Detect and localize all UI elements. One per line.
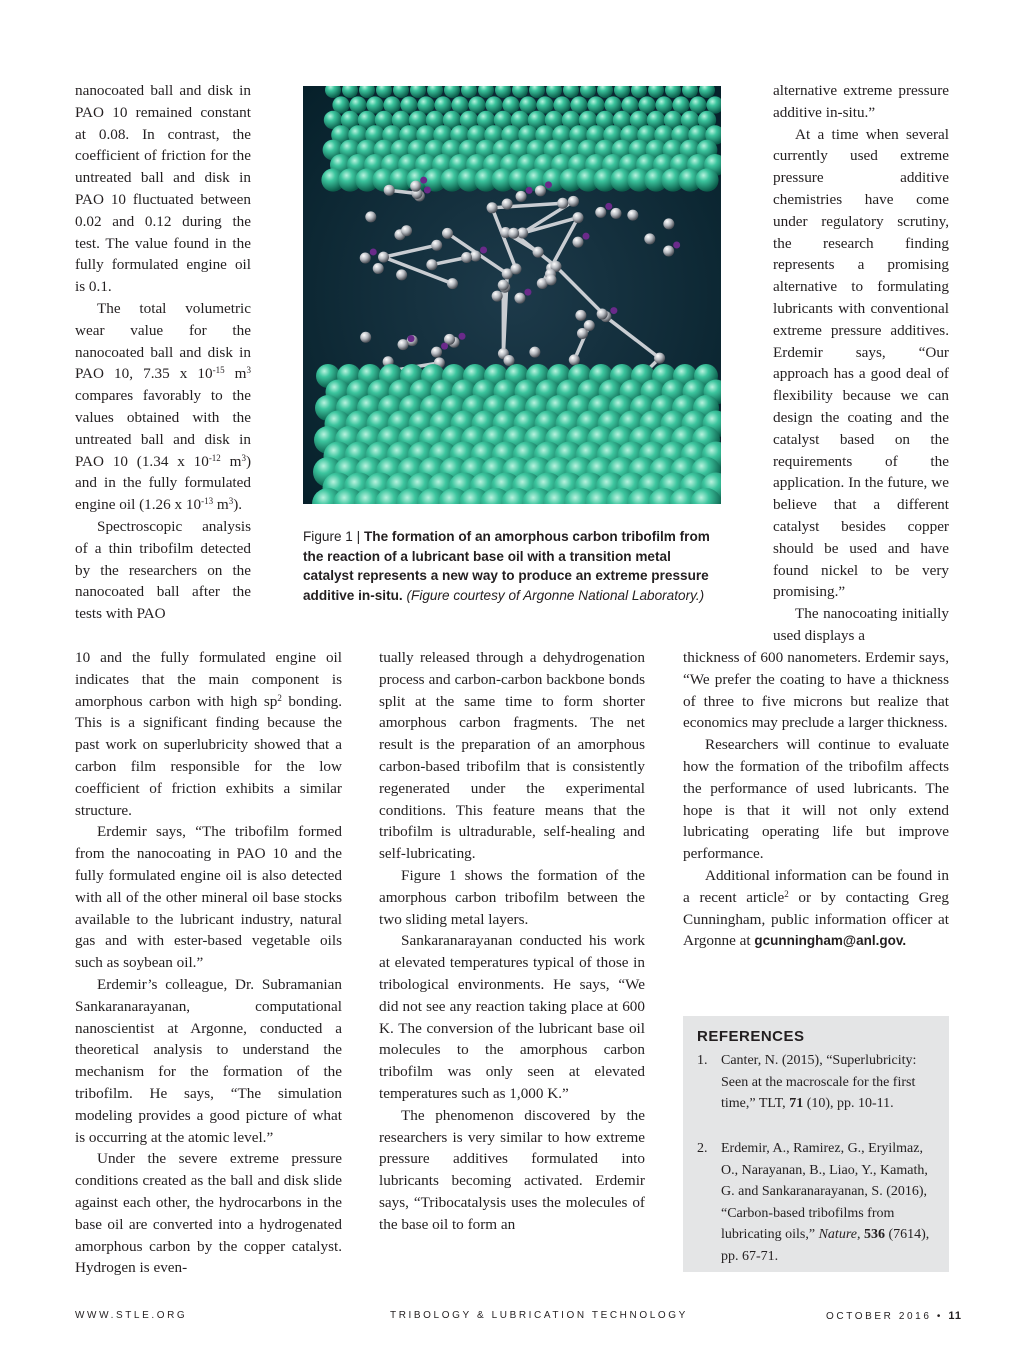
carbon-atom bbox=[654, 353, 665, 364]
carbon-atom bbox=[508, 228, 519, 239]
paragraph: Researchers will continue to evaluate how the formation of the tribofilm affects the performance of used lubricants. The hope is that it will not only extend lubricating operating life but improve performance. bbox=[683, 736, 949, 863]
carbon-atom bbox=[492, 291, 503, 302]
paragraph: Under the severe extreme pressure conditions created as the ball and disk slide against each other, the hydrocarbons in the base oil are converted into a hydrogenated amorphous carbon by the copper catalyst. Hydrogen is even- bbox=[75, 1150, 342, 1277]
carbon-atom bbox=[360, 252, 371, 263]
carbon-atom bbox=[568, 196, 579, 207]
catalyst-atom bbox=[441, 343, 448, 350]
paragraph: Erdemir’s colleague, Dr. Subramanian Sankaranarayanan, computational nanoscientist at Argonne, conducted a theoretical analysis to understand the mechanism for the formation of the tribofilm. He says, “The simulation modeling provides a good picture of what is occurring at the atomic level.” bbox=[75, 975, 342, 1146]
paragraph: Erdemir says, “The tribofilm formed from the nanocoating in PAO 10 and the fully formulated engine oil is also detected with all of the other mineral oil base stocks available to the lubricant industry, natural gas and with ester-based vegetable oils such as soybean oil.” bbox=[75, 823, 342, 972]
column-left-upper bbox=[75, 80, 251, 625]
email-link[interactable]: gcunningham@anl.gov. bbox=[754, 933, 907, 949]
paragraph: Spectroscopic analysis of a thin tribofilm detected by the researchers on the nanocoated ball after the tests with PAO bbox=[75, 517, 251, 623]
carbon-atom bbox=[663, 218, 674, 229]
catalyst-atom bbox=[420, 177, 427, 184]
carbon-atom bbox=[502, 199, 513, 210]
paragraph: At a time when several currently used extreme pressure additive chemistries have come under regulatory scrutiny, the research finding represents a promising alternative to formulating lubricants with conventional extreme pressure additives. Erdemir says, “Our approach has a good deal of flexibility because we can design the coating and the catalyst based on the requirements of the application. In the future, we believe that a different catalyst besides copper should be used and have found nickel to be very promising.” bbox=[773, 125, 949, 601]
carbon-atom bbox=[557, 198, 568, 209]
carbon-atom bbox=[572, 237, 583, 248]
carbon-atom bbox=[498, 280, 509, 291]
reference-item bbox=[697, 1050, 937, 1115]
footnote-ref: 2 bbox=[784, 888, 789, 899]
catalyst-atom bbox=[673, 241, 680, 248]
carbon-atom bbox=[410, 181, 421, 192]
carbon-atom bbox=[535, 185, 546, 196]
column-middle bbox=[379, 647, 645, 1236]
column-right-lower bbox=[683, 647, 949, 952]
carbon-atom bbox=[398, 339, 409, 350]
paragraph-wear: The total volumetric wear value for the nanocoated ball and disk in PAO 10, 7.35 x $10^{-15}$ $m^3$ compares favorably to the values obtained with the untreated ball and disk in PAO 10 (1.34 x $10^{-12}$ $m^3$) and in the fully formulated engine oil (1.26 x $10^{-13}$ $m^3$). bbox=[75, 299, 251, 514]
carbon-atom bbox=[595, 207, 606, 218]
reference-text: , bbox=[856, 1227, 864, 1242]
catalyst-atom bbox=[480, 247, 487, 254]
footer-publication: TRIBOLOGY & LUBRICATION TECHNOLOGY bbox=[390, 1310, 688, 1321]
carbon-atom bbox=[529, 347, 540, 358]
figure-1-molecular-illustration bbox=[303, 86, 721, 504]
paragraph: alternative extreme pressure additive in-situ.” bbox=[773, 82, 949, 121]
carbon-atom bbox=[610, 208, 621, 219]
reference-text: (7614), pp. 67-71. bbox=[721, 1227, 930, 1264]
carbon-atom bbox=[584, 320, 595, 331]
carbon-atom bbox=[384, 185, 395, 196]
catalyst-atom bbox=[459, 333, 466, 340]
catalyst-atom bbox=[610, 307, 617, 314]
reference-item bbox=[697, 1138, 937, 1267]
carbon-atom bbox=[627, 210, 638, 221]
carbon-atom bbox=[516, 191, 527, 202]
contact-text: Additional information can be found in a recent article bbox=[683, 866, 949, 906]
paragraph: Figure 1 shows the formation of the amorphous carbon tribofilm between the two sliding metal layers. bbox=[379, 866, 645, 928]
reference-volume: 536 bbox=[863, 1227, 885, 1242]
carbon-atom bbox=[573, 212, 584, 223]
reference-text: (10), pp. 10-11. bbox=[803, 1096, 894, 1111]
carbon-atom bbox=[431, 240, 442, 251]
reference-number: 1. bbox=[697, 1053, 708, 1068]
paragraph: The phenomenon discovered by the researchers is very similar to how extreme pressure additives formulated into lubricants becoming activated. Erdemir says, “Tribocatalysis uses the molecules of the base oil to form an bbox=[379, 1106, 645, 1233]
references-box bbox=[683, 1016, 949, 1272]
carbon-atom bbox=[365, 211, 376, 222]
carbon-atom bbox=[461, 252, 472, 263]
catalyst-atom bbox=[524, 289, 531, 296]
carbon-atom bbox=[426, 259, 437, 270]
carbon-atom bbox=[487, 202, 498, 213]
paragraph: Sankaranarayanan conducted his work at elevated temperatures typical of those in tribological environments. He says, “We did not see any reaction taking place at 600 K. The conversion of the lubricant base oil molecules to the amorphous carbon tribofilm was only seen at elevated temperatures such as 1,000 K.” bbox=[379, 932, 645, 1102]
catalyst-atom bbox=[370, 248, 377, 255]
carbon-atom bbox=[663, 245, 674, 256]
carbon-atom bbox=[569, 354, 580, 365]
carbon-atom bbox=[447, 278, 458, 289]
column-left-lower bbox=[75, 647, 342, 1279]
catalyst-atom bbox=[582, 233, 589, 240]
footer-website: WWW.STLE.ORG bbox=[75, 1310, 188, 1321]
column-right-upper bbox=[773, 80, 949, 647]
carbon-atom bbox=[510, 263, 521, 274]
catalyst-atom bbox=[424, 187, 431, 194]
reference-journal: Nature bbox=[818, 1227, 857, 1242]
carbon-atom bbox=[545, 274, 556, 285]
catalyst-atom bbox=[605, 203, 612, 210]
carbon-atom bbox=[533, 247, 544, 258]
carbon-atom bbox=[575, 310, 586, 321]
reference-number: 2. bbox=[697, 1141, 708, 1156]
footer-date-page bbox=[826, 1310, 962, 1322]
catalyst-atom bbox=[526, 187, 533, 194]
caption-separator: | bbox=[352, 529, 364, 544]
carbon-atom bbox=[597, 309, 608, 320]
paragraph-sp2: 10 and the fully formulated engine oil indicates that the main component is amorphous carbon with high $sp^2$ bonding. This is a significant finding because the past work on superlubricity showed that a carbon film responsible for the low coefficient of friction exhibits a similar structure. bbox=[75, 649, 342, 819]
contact-text: or by contacting Greg Cunningham, public information officer at Argonne at bbox=[683, 888, 949, 950]
references-title: REFERENCES bbox=[697, 1028, 805, 1045]
reference-text: Canter, N. (2015), “Superlubricity: Seen at the macroscale for the first time,” TLT, bbox=[721, 1053, 917, 1111]
paragraph: tually released through a dehydrogenation process and carbon-carbon backbone bonds split at the same time to form shorter amorphous carbon fragments. The net result is the preparation of an amorphous carbon-based tribofilm that is consistently regenerated under the experimental conditions. This feature means that the tribofilm is ultradurable, self-healing and self-lubricating. bbox=[379, 649, 645, 863]
reference-text: Erdemir, A., Ramirez, G., Eryilmaz, O., Narayanan, B., Liao, Y., Kamath, G. and Sankaranarayanan, S. (2016), “Carbon-based tribofilms from lubricating oils,” bbox=[721, 1141, 928, 1242]
paragraph: thickness of 600 nanometers. Erdemir says, “We prefer the coating to have a thickness of three to five microns but realize that economics may preclude a larger thickness. bbox=[683, 649, 949, 732]
carbon-atom bbox=[514, 293, 525, 304]
caption-text: The formation of an amorphous carbon tribofilm from the reaction of a lubricant base oil with a transition metal catalyst represents a new way to produce an extreme pressure additive in-situ. bbox=[303, 529, 710, 603]
carbon-atom bbox=[442, 228, 453, 239]
footer-date: OCTOBER 2016 • bbox=[826, 1311, 943, 1322]
catalyst-atom bbox=[408, 335, 415, 342]
carbon-atom bbox=[504, 355, 515, 366]
metal-atom bbox=[695, 168, 718, 191]
carbon-atom bbox=[401, 225, 412, 236]
paragraph: The nanocoating initially used displays a bbox=[773, 605, 949, 644]
carbon-atom bbox=[644, 233, 655, 244]
carbon-atom bbox=[373, 263, 384, 274]
reference-volume: 71 bbox=[789, 1096, 804, 1111]
catalyst-atom bbox=[545, 181, 552, 188]
page-number: 11 bbox=[948, 1310, 963, 1322]
carbon-atom bbox=[431, 347, 442, 358]
carbon-atom bbox=[378, 252, 389, 263]
tribofilm-simulation-image bbox=[303, 86, 721, 504]
carbon-atom bbox=[396, 269, 407, 280]
figure-caption bbox=[303, 527, 723, 605]
carbon-atom bbox=[360, 332, 371, 343]
figure-label: Figure 1 bbox=[303, 529, 353, 544]
paragraph: nanocoated ball and disk in PAO 10 remained constant at 0.08. In contrast, the coefficient of friction for the untreated ball and disk in PAO 10 fluctuated between 0.02 and 0.12 during the test. The value found in the fully formulated engine oil is 0.1. bbox=[75, 82, 251, 296]
paragraph-contact bbox=[683, 865, 949, 952]
figure-credit: (Figure courtesy of Argonne National Laboratory.) bbox=[406, 587, 705, 603]
